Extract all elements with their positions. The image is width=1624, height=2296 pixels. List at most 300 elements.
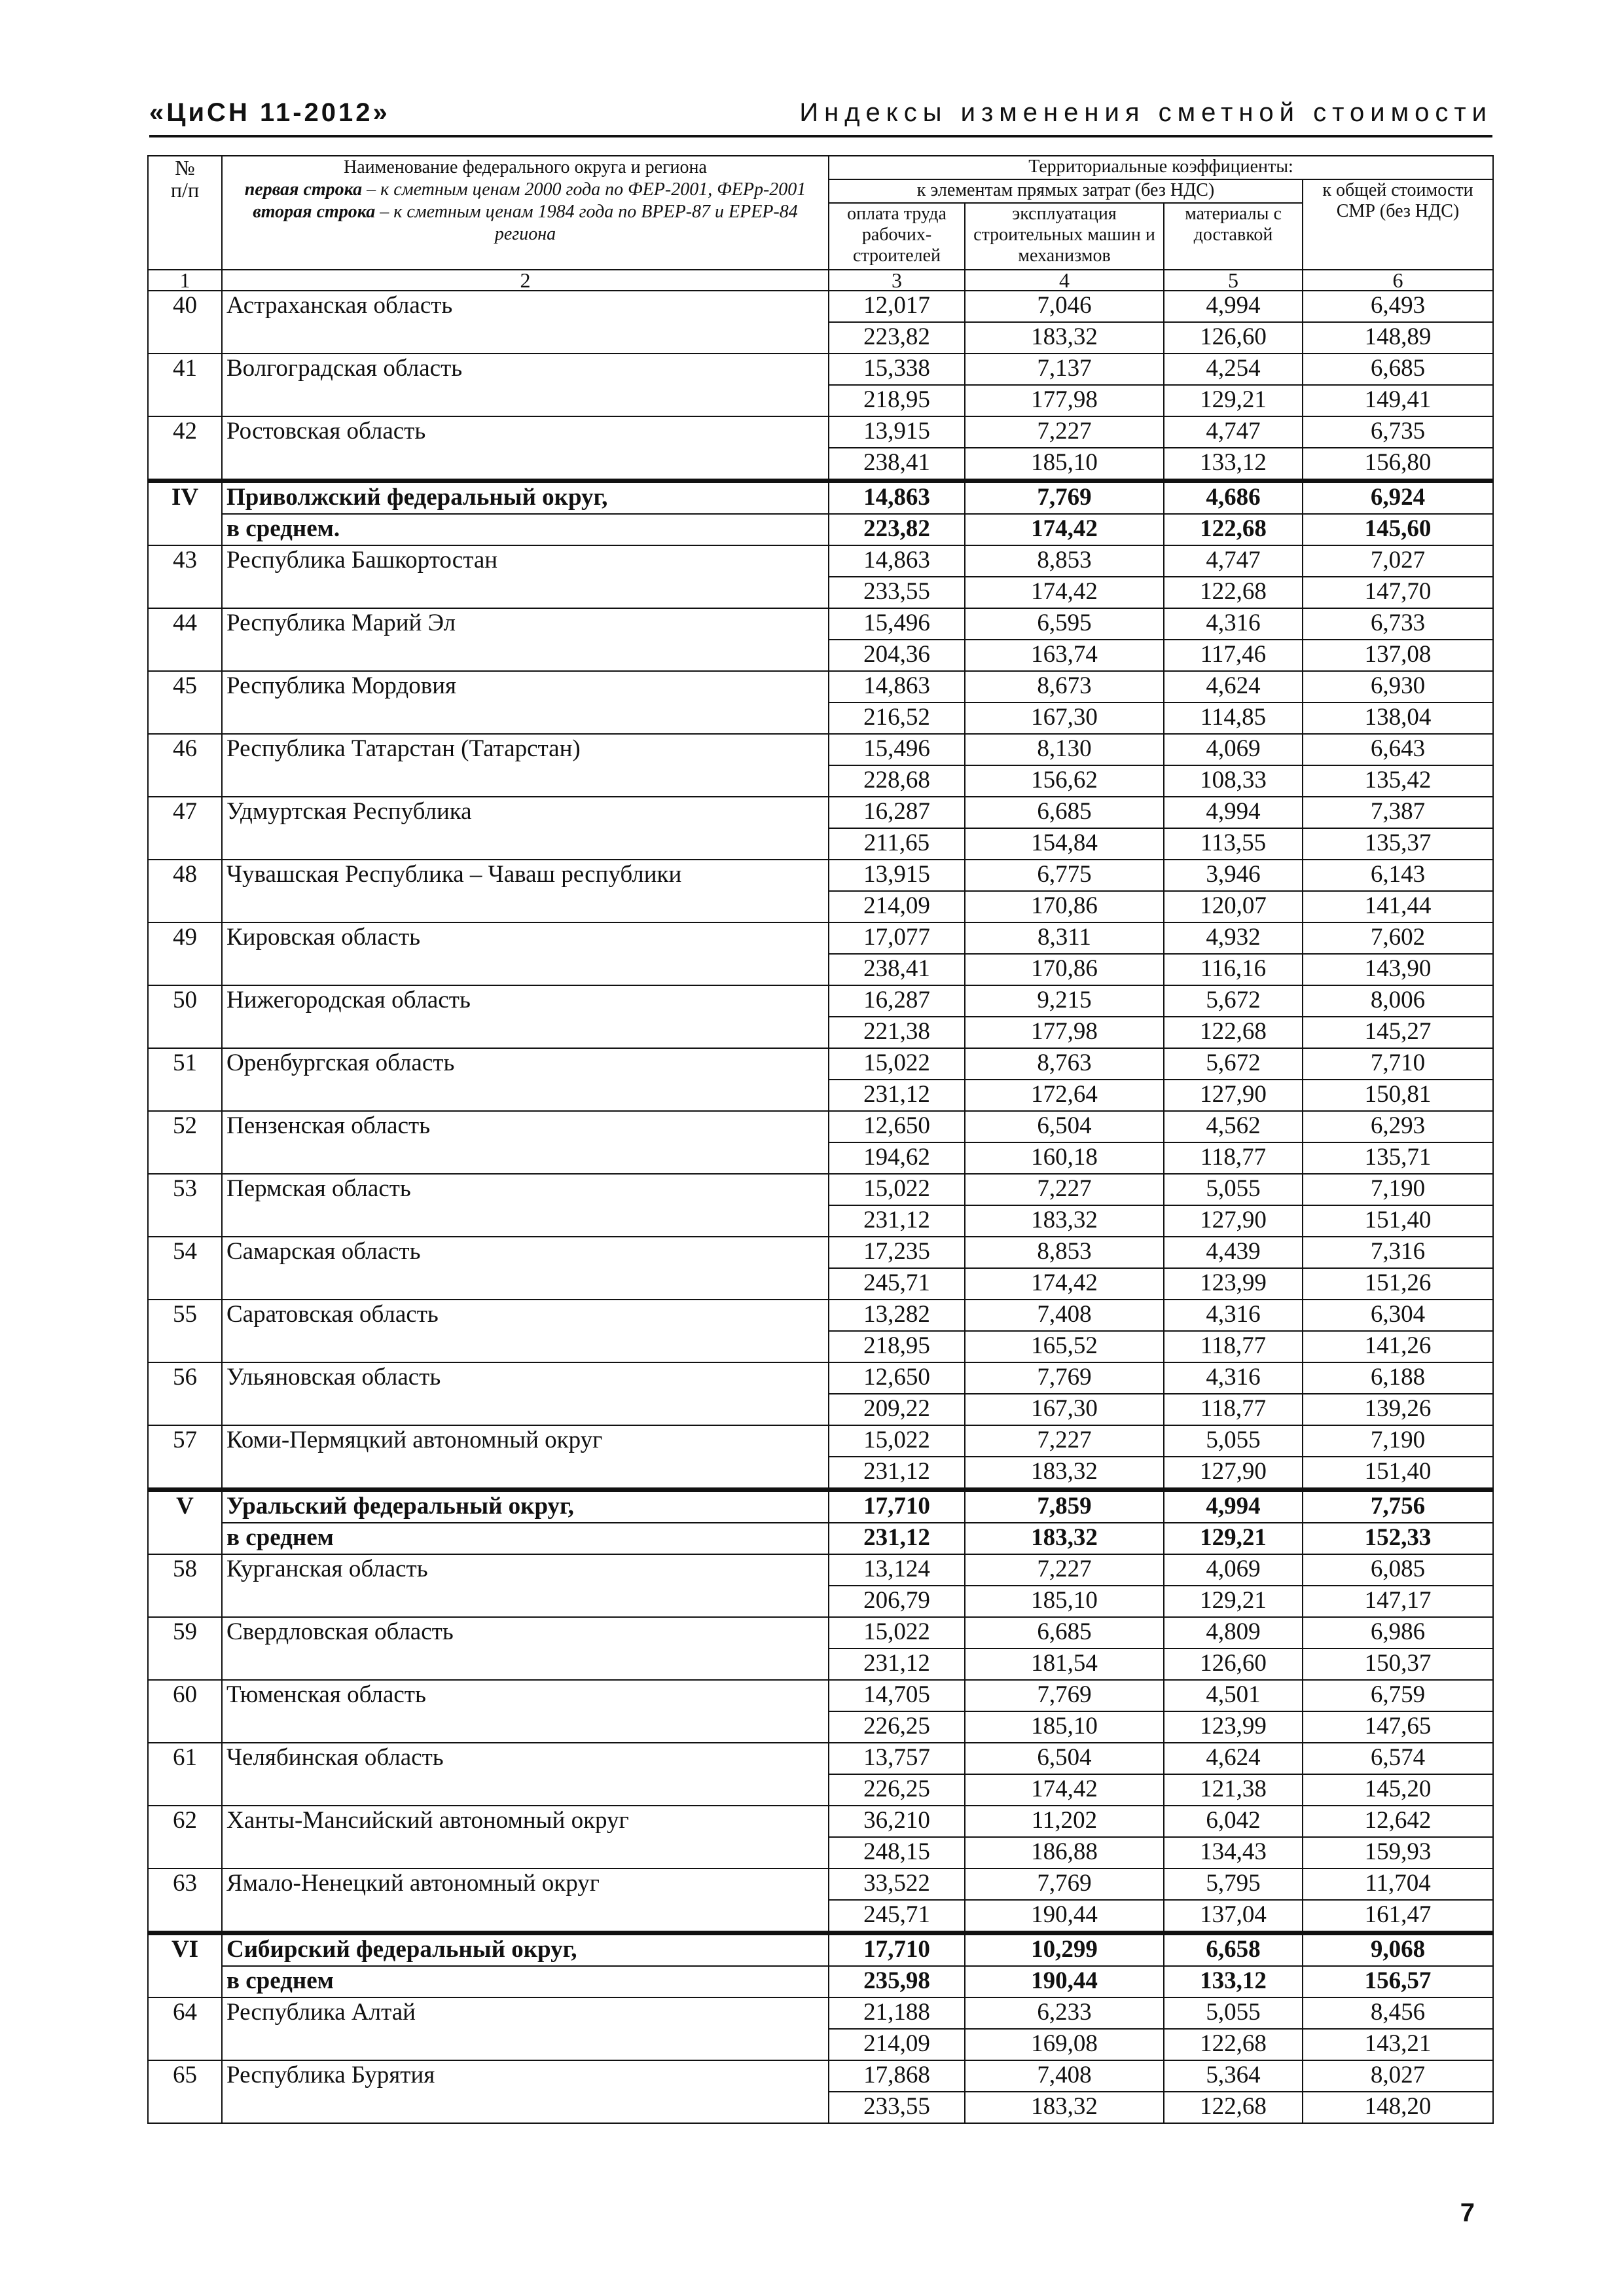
row-number: 48 (148, 860, 222, 922)
coef-1984: 108,33 (1164, 765, 1303, 797)
header-name (222, 156, 829, 270)
coef-1984: 186,88 (965, 1837, 1164, 1868)
coef-1984: 174,42 (965, 1268, 1164, 1300)
coef-2000: 7,227 (965, 416, 1164, 448)
region-name: Тюменская область (222, 1680, 829, 1743)
coef-2000: 7,190 (1303, 1425, 1493, 1457)
coef-2000: 7,408 (965, 1300, 1164, 1331)
coef-1984: 156,80 (1303, 448, 1493, 481)
coef-1984: 116,16 (1164, 954, 1303, 985)
coef-1984: 223,82 (829, 322, 965, 354)
coef-2000: 4,932 (1164, 922, 1303, 954)
coef-1984: 147,70 (1303, 577, 1493, 608)
coef-2000: 3,946 (1164, 860, 1303, 891)
region-name: Приволжский федеральный округ, (222, 481, 829, 515)
coef-1984: 233,55 (829, 577, 965, 608)
row-number: 44 (148, 608, 222, 671)
coef-1984: 174,42 (965, 1774, 1164, 1806)
region-row (148, 1868, 1493, 1900)
region-row (148, 2060, 1493, 2092)
coef-2000: 5,672 (1164, 1048, 1303, 1080)
coef-1984: 172,64 (965, 1080, 1164, 1111)
coef-2000: 6,304 (1303, 1300, 1493, 1331)
coef-1984: 238,41 (829, 448, 965, 481)
coef-1984: 248,15 (829, 1837, 965, 1868)
coef-1984: 183,32 (965, 1457, 1164, 1490)
coef-2000: 7,190 (1303, 1174, 1493, 1205)
coef-1984: 137,04 (1164, 1900, 1303, 1933)
district-row (148, 1490, 1493, 1523)
row-number: IV (148, 481, 222, 546)
column-number: 3 (829, 270, 965, 291)
coef-2000: 7,602 (1303, 922, 1493, 954)
coef-2000: 6,775 (965, 860, 1164, 891)
coef-2000: 6,930 (1303, 671, 1493, 702)
coef-2000: 13,915 (829, 860, 965, 891)
region-row (148, 608, 1493, 640)
column-number: 4 (965, 270, 1164, 291)
coef-1984: 185,10 (965, 1586, 1164, 1617)
page-header (149, 93, 1492, 135)
coef-2000: 6,233 (965, 1997, 1164, 2029)
region-name: Республика Бурятия (222, 2060, 829, 2123)
coef-2000: 15,022 (829, 1174, 965, 1205)
coef-1984: 118,77 (1164, 1331, 1303, 1362)
region-name: Саратовская область (222, 1300, 829, 1362)
coef-2000: 6,924 (1303, 481, 1493, 515)
region-name: Ростовская область (222, 416, 829, 481)
row-number: 59 (148, 1617, 222, 1680)
region-row (148, 1048, 1493, 1080)
coef-1984: 143,90 (1303, 954, 1493, 985)
coef-2000: 6,643 (1303, 734, 1493, 765)
column-numbers-row (148, 270, 1493, 291)
coef-1984: 226,25 (829, 1774, 965, 1806)
region-name: Нижегородская область (222, 985, 829, 1048)
region-name: Астраханская область (222, 291, 829, 354)
coef-2000: 8,311 (965, 922, 1164, 954)
coef-2000: 7,227 (965, 1425, 1164, 1457)
coef-1984: 206,79 (829, 1586, 965, 1617)
coef-1984: 167,30 (965, 702, 1164, 734)
row-number: 41 (148, 354, 222, 416)
coef-2000: 5,364 (1164, 2060, 1303, 2092)
region-name: Чувашская Республика – Чаваш республики (222, 860, 829, 922)
document-code: «ЦиСН 11-2012» (149, 98, 390, 127)
coef-2000: 7,769 (965, 1680, 1164, 1711)
coef-1984: 216,52 (829, 702, 965, 734)
coef-2000: 6,293 (1303, 1111, 1493, 1142)
column-number: 2 (222, 270, 829, 291)
row-number: 52 (148, 1111, 222, 1174)
coef-2000: 14,863 (829, 545, 965, 577)
coef-2000: 6,574 (1303, 1743, 1493, 1774)
coef-1984: 141,44 (1303, 891, 1493, 922)
row-number: 56 (148, 1362, 222, 1425)
coef-2000: 36,210 (829, 1806, 965, 1837)
coef-1984-row (148, 1966, 1493, 1997)
region-name: Ульяновская область (222, 1362, 829, 1425)
coef-1984: 238,41 (829, 954, 965, 985)
coef-1984: 223,82 (829, 514, 965, 545)
coef-2000: 5,055 (1164, 1997, 1303, 2029)
coef-2000: 4,994 (1164, 1490, 1303, 1523)
coef-1984: 123,99 (1164, 1711, 1303, 1743)
region-row (148, 922, 1493, 954)
coef-2000: 6,504 (965, 1111, 1164, 1142)
coef-2000: 8,130 (965, 734, 1164, 765)
table-body (148, 291, 1493, 2123)
region-name: Пензенская область (222, 1111, 829, 1174)
coef-2000: 4,624 (1164, 671, 1303, 702)
header-materials: материалы с доставкой (1164, 203, 1303, 270)
coef-1984: 122,68 (1164, 514, 1303, 545)
region-row (148, 985, 1493, 1017)
coef-2000: 4,069 (1164, 1554, 1303, 1586)
coef-2000: 17,235 (829, 1237, 965, 1268)
coef-1984: 126,60 (1164, 1649, 1303, 1680)
header-name-second-desc: – к сметным ценам 1984 года по ВРЕР-87 и ЕРЕР-84 региона (375, 202, 798, 244)
coef-1984: 165,52 (965, 1331, 1164, 1362)
coef-1984: 245,71 (829, 1900, 965, 1933)
coef-1984: 209,22 (829, 1394, 965, 1425)
coef-1984: 118,77 (1164, 1394, 1303, 1425)
coef-1984: 147,65 (1303, 1711, 1493, 1743)
coef-2000: 13,915 (829, 416, 965, 448)
coef-1984: 177,98 (965, 385, 1164, 416)
coef-2000: 17,710 (829, 1490, 965, 1523)
coef-2000: 5,055 (1164, 1425, 1303, 1457)
region-row (148, 354, 1493, 385)
row-number: 50 (148, 985, 222, 1048)
region-name: Республика Марий Эл (222, 608, 829, 671)
row-number: 63 (148, 1868, 222, 1933)
coef-2000: 6,595 (965, 608, 1164, 640)
region-name: Республика Мордовия (222, 671, 829, 734)
coef-1984: 181,54 (965, 1649, 1164, 1680)
coef-1984: 169,08 (965, 2029, 1164, 2060)
coef-2000: 4,254 (1164, 354, 1303, 385)
region-name: Удмуртская Республика (222, 797, 829, 860)
coef-2000: 8,853 (965, 545, 1164, 577)
coef-2000: 7,408 (965, 2060, 1164, 2092)
region-name: Сибирский федеральный округ, (222, 1933, 829, 1967)
region-row (148, 1111, 1493, 1142)
coef-2000: 6,685 (965, 797, 1164, 828)
region-name: Кировская область (222, 922, 829, 985)
row-number: 40 (148, 291, 222, 354)
coef-1984: 137,08 (1303, 640, 1493, 671)
coef-1984: 139,26 (1303, 1394, 1493, 1425)
header-name-line1: Наименование федерального округа и региона (344, 157, 707, 177)
region-name: Республика Татарстан (Татарстан) (222, 734, 829, 797)
coef-1984: 235,98 (829, 1966, 965, 1997)
coef-2000: 6,986 (1303, 1617, 1493, 1649)
coef-2000: 12,650 (829, 1111, 965, 1142)
coef-1984: 190,44 (965, 1966, 1164, 1997)
coef-1984: 152,33 (1303, 1523, 1493, 1554)
coef-2000: 13,282 (829, 1300, 965, 1331)
row-number: 65 (148, 2060, 222, 2123)
coef-1984: 177,98 (965, 1017, 1164, 1048)
region-name: Уральский федеральный округ, (222, 1490, 829, 1523)
coef-1984: 159,93 (1303, 1837, 1493, 1868)
coef-2000: 6,143 (1303, 860, 1493, 891)
coef-1984: 154,84 (965, 828, 1164, 860)
coef-1984: 170,86 (965, 954, 1164, 985)
coef-2000: 4,994 (1164, 797, 1303, 828)
row-number: 60 (148, 1680, 222, 1743)
coef-1984: 122,68 (1164, 577, 1303, 608)
region-name: Ханты-Мансийский автономный округ (222, 1806, 829, 1868)
coef-2000: 7,859 (965, 1490, 1164, 1523)
region-name: Пермская область (222, 1174, 829, 1237)
row-number: 61 (148, 1743, 222, 1806)
coef-1984: 150,81 (1303, 1080, 1493, 1111)
coef-1984: 129,21 (1164, 1586, 1303, 1617)
region-name: Ямало-Ненецкий автономный округ (222, 1868, 829, 1933)
header-name-first-desc: – к сметным ценам 2000 года по ФЕР-2001, ФЕРр-2001 (362, 179, 806, 200)
coef-2000: 4,069 (1164, 734, 1303, 765)
region-name: Свердловская область (222, 1617, 829, 1680)
coef-2000: 8,763 (965, 1048, 1164, 1080)
coef-2000: 4,316 (1164, 608, 1303, 640)
coef-2000: 8,027 (1303, 2060, 1493, 2092)
header-name-second-row: вторая строка (253, 202, 376, 222)
header-wages: оплата труда рабочих-строителей (829, 203, 965, 270)
coef-2000: 6,504 (965, 1743, 1164, 1774)
coef-1984: 174,42 (965, 514, 1164, 545)
coef-1984: 127,90 (1164, 1080, 1303, 1111)
coef-2000: 8,853 (965, 1237, 1164, 1268)
coef-1984: 133,12 (1164, 1966, 1303, 1997)
coef-1984: 122,68 (1164, 2029, 1303, 2060)
coef-1984: 194,62 (829, 1142, 965, 1174)
coef-2000: 21,188 (829, 1997, 965, 2029)
coef-1984: 149,41 (1303, 385, 1493, 416)
coef-1984: 151,26 (1303, 1268, 1493, 1300)
region-row (148, 1300, 1493, 1331)
coef-1984: 126,60 (1164, 322, 1303, 354)
region-row (148, 1362, 1493, 1394)
coef-2000: 5,672 (1164, 985, 1303, 1017)
header-rule (149, 135, 1492, 137)
coef-2000: 7,316 (1303, 1237, 1493, 1268)
coef-2000: 4,624 (1164, 1743, 1303, 1774)
coef-2000: 11,704 (1303, 1868, 1493, 1900)
coef-2000: 4,316 (1164, 1362, 1303, 1394)
region-row (148, 545, 1493, 577)
coef-1984: 129,21 (1164, 1523, 1303, 1554)
row-number: 53 (148, 1174, 222, 1237)
coef-2000: 6,685 (965, 1617, 1164, 1649)
row-number: 62 (148, 1806, 222, 1868)
region-row (148, 671, 1493, 702)
coef-2000: 5,795 (1164, 1868, 1303, 1900)
coef-2000: 14,863 (829, 481, 965, 515)
coef-1984: 123,99 (1164, 1268, 1303, 1300)
coef-1984: 145,60 (1303, 514, 1493, 545)
coef-1984: 167,30 (965, 1394, 1164, 1425)
coef-2000: 6,685 (1303, 354, 1493, 385)
coef-2000: 4,316 (1164, 1300, 1303, 1331)
coef-2000: 7,227 (965, 1174, 1164, 1205)
coef-1984: 121,38 (1164, 1774, 1303, 1806)
row-number: 55 (148, 1300, 222, 1362)
coef-2000: 6,188 (1303, 1362, 1493, 1394)
region-name-line2: в среднем. (222, 514, 829, 545)
region-row (148, 1617, 1493, 1649)
region-row (148, 1554, 1493, 1586)
coef-1984: 150,37 (1303, 1649, 1493, 1680)
coef-1984: 161,47 (1303, 1900, 1493, 1933)
coef-2000: 4,747 (1164, 545, 1303, 577)
coef-2000: 5,055 (1164, 1174, 1303, 1205)
region-row (148, 1425, 1493, 1457)
coef-2000: 7,137 (965, 354, 1164, 385)
coef-1984: 138,04 (1303, 702, 1493, 734)
coef-1984: 114,85 (1164, 702, 1303, 734)
coef-2000: 8,006 (1303, 985, 1493, 1017)
row-number: 57 (148, 1425, 222, 1490)
coef-1984: 135,71 (1303, 1142, 1493, 1174)
coef-1984: 129,21 (1164, 385, 1303, 416)
coef-2000: 15,496 (829, 734, 965, 765)
coef-2000: 15,496 (829, 608, 965, 640)
coef-2000: 6,085 (1303, 1554, 1493, 1586)
coef-1984: 141,26 (1303, 1331, 1493, 1362)
coef-1984: 148,20 (1303, 2092, 1493, 2123)
coef-1984: 214,09 (829, 891, 965, 922)
coef-2000: 7,227 (965, 1554, 1164, 1586)
coef-1984: 218,95 (829, 1331, 965, 1362)
coef-1984: 145,20 (1303, 1774, 1493, 1806)
coef-2000: 7,769 (965, 481, 1164, 515)
coef-1984: 183,32 (965, 322, 1164, 354)
header-to-total: к общей стоимости СМР (без НДС) (1303, 179, 1493, 270)
coef-1984: 113,55 (1164, 828, 1303, 860)
row-number: 49 (148, 922, 222, 985)
coef-2000: 13,124 (829, 1554, 965, 1586)
coef-1984: 228,68 (829, 765, 965, 797)
coef-2000: 8,456 (1303, 1997, 1493, 2029)
region-row (148, 1743, 1493, 1774)
region-row (148, 1237, 1493, 1268)
coef-1984: 160,18 (965, 1142, 1164, 1174)
region-row (148, 1174, 1493, 1205)
region-row (148, 797, 1493, 828)
coef-1984: 156,57 (1303, 1966, 1493, 1997)
document-title: Индексы изменения сметной стоимости (799, 98, 1492, 127)
coef-1984: 163,74 (965, 640, 1164, 671)
coef-1984: 145,27 (1303, 1017, 1493, 1048)
row-number: 45 (148, 671, 222, 734)
coef-2000: 6,733 (1303, 608, 1493, 640)
row-number: 43 (148, 545, 222, 608)
region-row (148, 1680, 1493, 1711)
coef-2000: 10,299 (965, 1933, 1164, 1967)
header-territorial: Территориальные коэффициенты: (829, 156, 1493, 179)
coef-2000: 17,077 (829, 922, 965, 954)
district-row (148, 1933, 1493, 1967)
region-row (148, 291, 1493, 322)
coef-1984: 127,90 (1164, 1457, 1303, 1490)
coef-1984: 190,44 (965, 1900, 1164, 1933)
coef-1984: 148,89 (1303, 322, 1493, 354)
coef-1984: 122,68 (1164, 2092, 1303, 2123)
coef-2000: 7,387 (1303, 797, 1493, 828)
district-row (148, 481, 1493, 515)
region-row (148, 1806, 1493, 1837)
region-row (148, 734, 1493, 765)
region-name: Самарская область (222, 1237, 829, 1300)
coef-2000: 9,215 (965, 985, 1164, 1017)
column-number: 6 (1303, 270, 1493, 291)
region-name: Волгоградская область (222, 354, 829, 416)
coef-2000: 7,027 (1303, 545, 1493, 577)
row-number: VI (148, 1933, 222, 1998)
coef-2000: 6,658 (1164, 1933, 1303, 1967)
region-name: Курганская область (222, 1554, 829, 1617)
coef-2000: 4,439 (1164, 1237, 1303, 1268)
coef-1984: 135,37 (1303, 828, 1493, 860)
coef-1984: 185,10 (965, 1711, 1164, 1743)
region-row (148, 860, 1493, 891)
coef-2000: 16,287 (829, 985, 965, 1017)
header-num-label: № п/п (170, 156, 200, 202)
coef-1984: 231,12 (829, 1523, 965, 1554)
coef-1984: 170,86 (965, 891, 1164, 922)
coef-2000: 17,710 (829, 1933, 965, 1967)
column-number: 5 (1164, 270, 1303, 291)
coef-2000: 9,068 (1303, 1933, 1493, 1967)
coef-1984: 226,25 (829, 1711, 965, 1743)
header-machines: эксплуатация строительных машин и механизмов (965, 203, 1164, 270)
coef-1984: 185,10 (965, 448, 1164, 481)
coef-2000: 7,756 (1303, 1490, 1493, 1523)
coef-2000: 12,017 (829, 291, 965, 322)
coef-1984: 221,38 (829, 1017, 965, 1048)
coef-2000: 12,650 (829, 1362, 965, 1394)
region-name: Оренбургская область (222, 1048, 829, 1111)
row-number: 47 (148, 797, 222, 860)
coef-1984: 151,40 (1303, 1205, 1493, 1237)
coef-2000: 7,046 (965, 291, 1164, 322)
coef-1984: 133,12 (1164, 448, 1303, 481)
coef-2000: 7,769 (965, 1362, 1164, 1394)
row-number: V (148, 1490, 222, 1555)
coef-1984: 147,17 (1303, 1586, 1493, 1617)
coef-2000: 7,769 (965, 1868, 1164, 1900)
coef-2000: 7,710 (1303, 1048, 1493, 1080)
coef-1984: 156,62 (965, 765, 1164, 797)
row-number: 58 (148, 1554, 222, 1617)
coef-1984: 231,12 (829, 1205, 965, 1237)
row-number: 64 (148, 1997, 222, 2060)
coef-1984-row (148, 514, 1493, 545)
column-number: 1 (148, 270, 222, 291)
coef-1984: 120,07 (1164, 891, 1303, 922)
coef-2000: 4,809 (1164, 1617, 1303, 1649)
coef-1984: 122,68 (1164, 1017, 1303, 1048)
coef-1984: 204,36 (829, 640, 965, 671)
coef-1984: 183,32 (965, 1523, 1164, 1554)
coef-1984: 231,12 (829, 1080, 965, 1111)
header-name-first-row: первая строка (244, 179, 363, 200)
coef-1984: 134,43 (1164, 1837, 1303, 1868)
coef-2000: 4,562 (1164, 1111, 1303, 1142)
coef-1984: 214,09 (829, 2029, 965, 2060)
